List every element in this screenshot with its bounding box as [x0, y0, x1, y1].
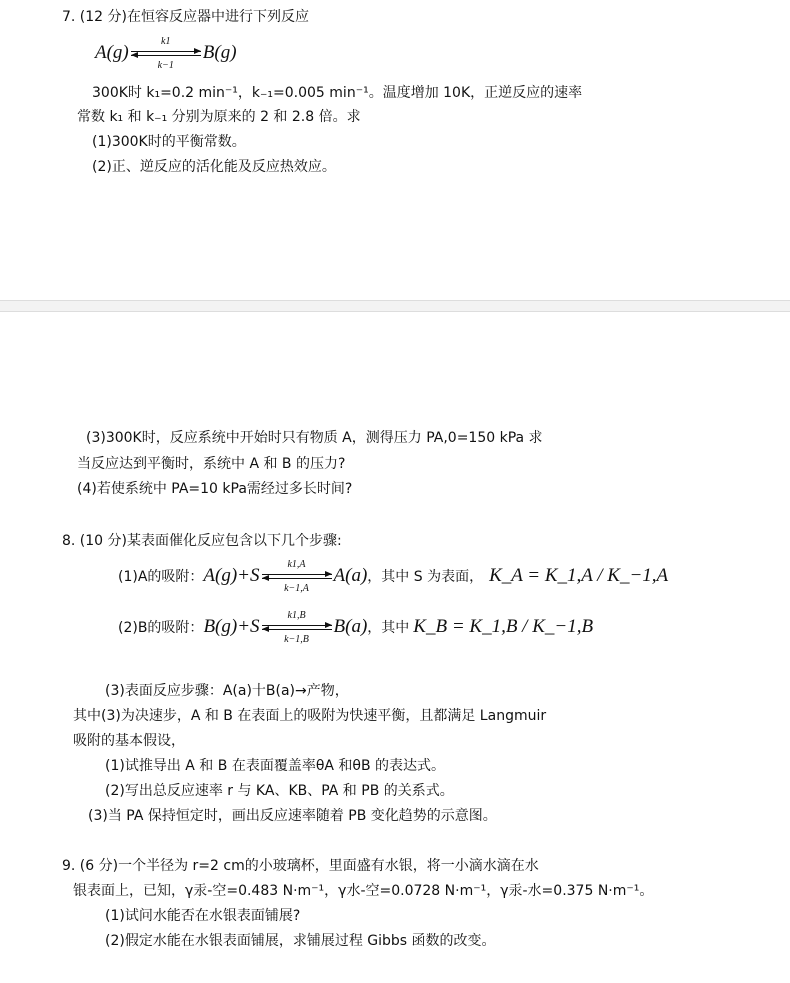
q7-part3: (3)300K时，反应系统中开始时只有物质 A，测得压力 PA,0=150 kPa 求: [86, 430, 543, 446]
step2-left: B(g)+S: [203, 616, 260, 637]
q7-part4: (4)若使系统中 PA=10 kPa需经过多长时间?: [77, 481, 353, 497]
q9-ask1: (1)试问水能否在水银表面铺展?: [105, 908, 301, 924]
k-bottom: k−1,B: [284, 634, 309, 645]
step1-note: ，其中 S 为表面，: [367, 569, 484, 585]
k-top: k1: [161, 36, 171, 47]
equilibrium-arrow: [131, 36, 201, 71]
step2-constant: K_B = K_1,B / K_−1,B: [413, 616, 594, 637]
q9-title: 9. (6 分)一个半径为 r=2 cm的小玻璃杯，里面盛有水银，将一小滴水滴在水: [62, 858, 539, 874]
k-bottom: k−1: [157, 60, 174, 71]
q8-line1: 其中(3)为决速步，A 和 B 在表面上的吸附为快速平衡，且都满足 Langmuir: [73, 708, 547, 724]
q9-line1: 银表面上，已知，γ汞-空=0.483 N·m⁻¹，γ水-空=0.0728 N·m⁻¹，γ汞-水=0.375 N·m⁻¹。: [73, 883, 654, 899]
q8-ask3: (3)当 PA 保持恒定时，画出反应速率随着 PB 变化趋势的示意图。: [88, 808, 497, 824]
eq-right: B(g): [202, 42, 237, 63]
q7-part1: (1)300K时的平衡常数。: [92, 134, 246, 150]
step2-label: (2)B的吸附：: [118, 620, 204, 636]
q8-step2: [118, 610, 594, 645]
q8-step3: (3)表面反应步骤：A(a)十B(a)→产物，: [105, 683, 349, 699]
step1-label: (1)A的吸附：: [118, 569, 204, 585]
k-top: k1,B: [287, 610, 306, 621]
q8-ask1: (1)试推导出 A 和 B 在表面覆盖率θA 和θB 的表达式。: [105, 758, 446, 774]
step1-right: A(a): [333, 565, 368, 586]
q7-line2: 常数 k₁ 和 k₋₁ 分别为原来的 2 和 2.8 倍。求: [77, 109, 361, 125]
q8-title: 8. (10 分)某表面催化反应包含以下几个步骤:: [62, 533, 342, 549]
q8-ask2: (2)写出总反应速率 r 与 KA、KB、PA 和 PB 的关系式。: [105, 783, 454, 799]
q8-line2: 吸附的基本假设，: [73, 733, 185, 749]
eq-left: A(g): [95, 42, 129, 63]
equilibrium-arrow: [262, 559, 332, 594]
q9-ask2: (2)假定水能在水银表面铺展，求铺展过程 Gibbs 函数的改变。: [105, 933, 496, 949]
q7-line1: 300K时 k₁=0.2 min⁻¹，k₋₁=0.005 min⁻¹。温度增加 10K，正逆反应的速率: [92, 85, 583, 101]
step1-constant: K_A = K_1,A / K_−1,A: [489, 565, 669, 586]
step2-note: ，其中: [367, 620, 410, 636]
equilibrium-arrow: [262, 610, 332, 645]
page-break: [0, 300, 790, 312]
q8-step1: [118, 559, 669, 594]
q7-title: 7. (12 分)在恒容反应器中进行下列反应: [62, 9, 309, 25]
k-bottom: k−1,A: [284, 583, 309, 594]
step1-left: A(g)+S: [203, 565, 260, 586]
k-top: k1,A: [287, 559, 306, 570]
q7-part3b: 当反应达到平衡时，系统中 A 和 B 的压力?: [77, 456, 346, 472]
q7-equation: [95, 36, 237, 71]
step2-right: B(a): [333, 616, 368, 637]
q7-part2: (2)正、逆反应的活化能及反应热效应。: [92, 159, 336, 175]
